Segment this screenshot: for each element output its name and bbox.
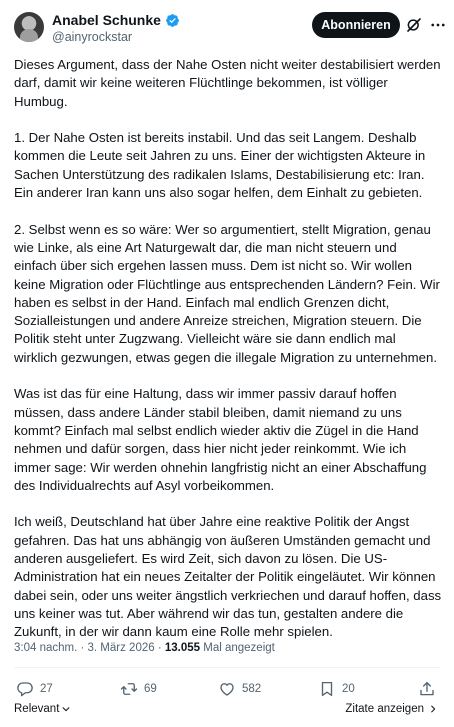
heart-icon bbox=[218, 680, 236, 698]
reply-icon bbox=[16, 680, 34, 698]
bookmark-icon bbox=[318, 680, 336, 698]
tweet-header bbox=[0, 0, 454, 48]
share-button[interactable] bbox=[418, 678, 436, 700]
verified-badge-icon bbox=[165, 13, 180, 28]
tweet-paragraph: Was ist das für eine Haltung, dass wir immer passiv darauf hoffen müssen, dass andere Länder stabil bleiben, damit niemand zu uns kommt? Einfach mal selbst endlich wieder aktiv die Zügel in die Hand nehmen und dafür sorgen, dass hier nicht jeder reinkommt. Wie ich immer sage: Wir werden ohnehin langfristig nicht an einer Abschaffung des Individualrechts auf Asyl vorbeikommen. bbox=[14, 386, 427, 493]
share-icon bbox=[418, 680, 436, 698]
chevron-right-icon bbox=[428, 704, 438, 714]
tweet-paragraph: Dieses Argument, dass der Nahe Osten nicht weiter destabilisiert werden darf, damit wir keine weiteren Flüchtlinge bekommen, ist völliger Humbug. bbox=[14, 57, 441, 109]
like-count: 582 bbox=[242, 683, 262, 695]
chevron-down-icon bbox=[61, 704, 71, 714]
more-options-icon[interactable] bbox=[429, 16, 447, 34]
repost-count: 69 bbox=[144, 683, 157, 695]
author-name-row bbox=[52, 12, 180, 28]
reply-count: 27 bbox=[40, 683, 53, 695]
author-display-name[interactable]: Anabel Schunke bbox=[52, 12, 161, 28]
divider bbox=[14, 667, 440, 668]
replies-toolbar bbox=[0, 703, 454, 721]
like-button[interactable] bbox=[218, 678, 261, 700]
view-quotes-link[interactable] bbox=[345, 703, 438, 715]
tweet-meta bbox=[14, 642, 275, 654]
tweet-paragraph: 2. Selbst wenn es so wäre: Wer so argumentiert, stellt Migration, genau wie Linke, als eine Art Naturgewalt dar, die man nicht steuern und einfach über sich ergehen lassen muss. Dem ist nicht so. Wir wollen keine Migration oder Flüchtlinge aus entsprechenden Ländern? Fein. Wir haben es selbst in der Hand. Einfach mal endlich Grenzen dicht, Sozialleistungen und andere Anreize streichen, Migration steuern. Die Politik steht unter Zugzwang. Vielleicht wäre sie dann endlich mal wirklich gezwungen, etwas gegen die illegale Migration zu unternehmen. bbox=[14, 221, 440, 365]
author-handle[interactable]: @ainyrockstar bbox=[52, 30, 133, 44]
tweet-body bbox=[14, 56, 442, 642]
bookmark-count: 20 bbox=[342, 683, 355, 695]
quotes-label: Zitate anzeigen bbox=[345, 703, 424, 715]
repost-button[interactable] bbox=[120, 678, 157, 700]
avatar[interactable] bbox=[14, 12, 44, 42]
views-label: Mal angezeigt bbox=[200, 642, 275, 654]
grok-icon[interactable] bbox=[405, 16, 423, 34]
bookmark-button[interactable] bbox=[318, 678, 355, 700]
tweet-paragraph: Ich weiß, Deutschland hat über Jahre eine reaktive Politik der Angst gefahren. Das hat uns abhängig von äußeren Umständen gemacht und anderen ausgeliefert. Es wird Zeit, sich davon zu lösen. Die US-Administration hat ein neues Zeitalter der Politik eingeläutet. Wir können dabei sein, oder uns weiter ängstlich verkriechen und darauf hoffen, dass uns keiner was tut. Aber während wir das tun, gestalten andere die Zukunft, in der wir dann kaum eine Rolle mehr spielen. bbox=[14, 514, 442, 640]
views-count: 13.055 bbox=[164, 642, 201, 654]
action-bar bbox=[0, 678, 454, 700]
tweet-paragraph: 1. Der Nahe Osten ist bereits instabil. Und das seit Langem. Deshalb kommen die Leute seit Jahren zu uns. Einer der wichtigsten Akteure in Sachen Unterstützung des radikalen Islams, Destabilisierung etc: Iran. Ein anderer Iran kann uns also sogar helfen, dem Einhalt zu gebieten. bbox=[14, 130, 426, 201]
repost-icon bbox=[120, 680, 138, 698]
reply-button[interactable] bbox=[16, 678, 53, 700]
tweet-timestamp[interactable]: 3:04 nachm. · 3. März 2026 · bbox=[14, 642, 165, 654]
sort-label: Relevant bbox=[14, 703, 60, 715]
follow-button[interactable]: Abonnieren bbox=[312, 12, 400, 38]
sort-dropdown[interactable] bbox=[14, 703, 71, 715]
